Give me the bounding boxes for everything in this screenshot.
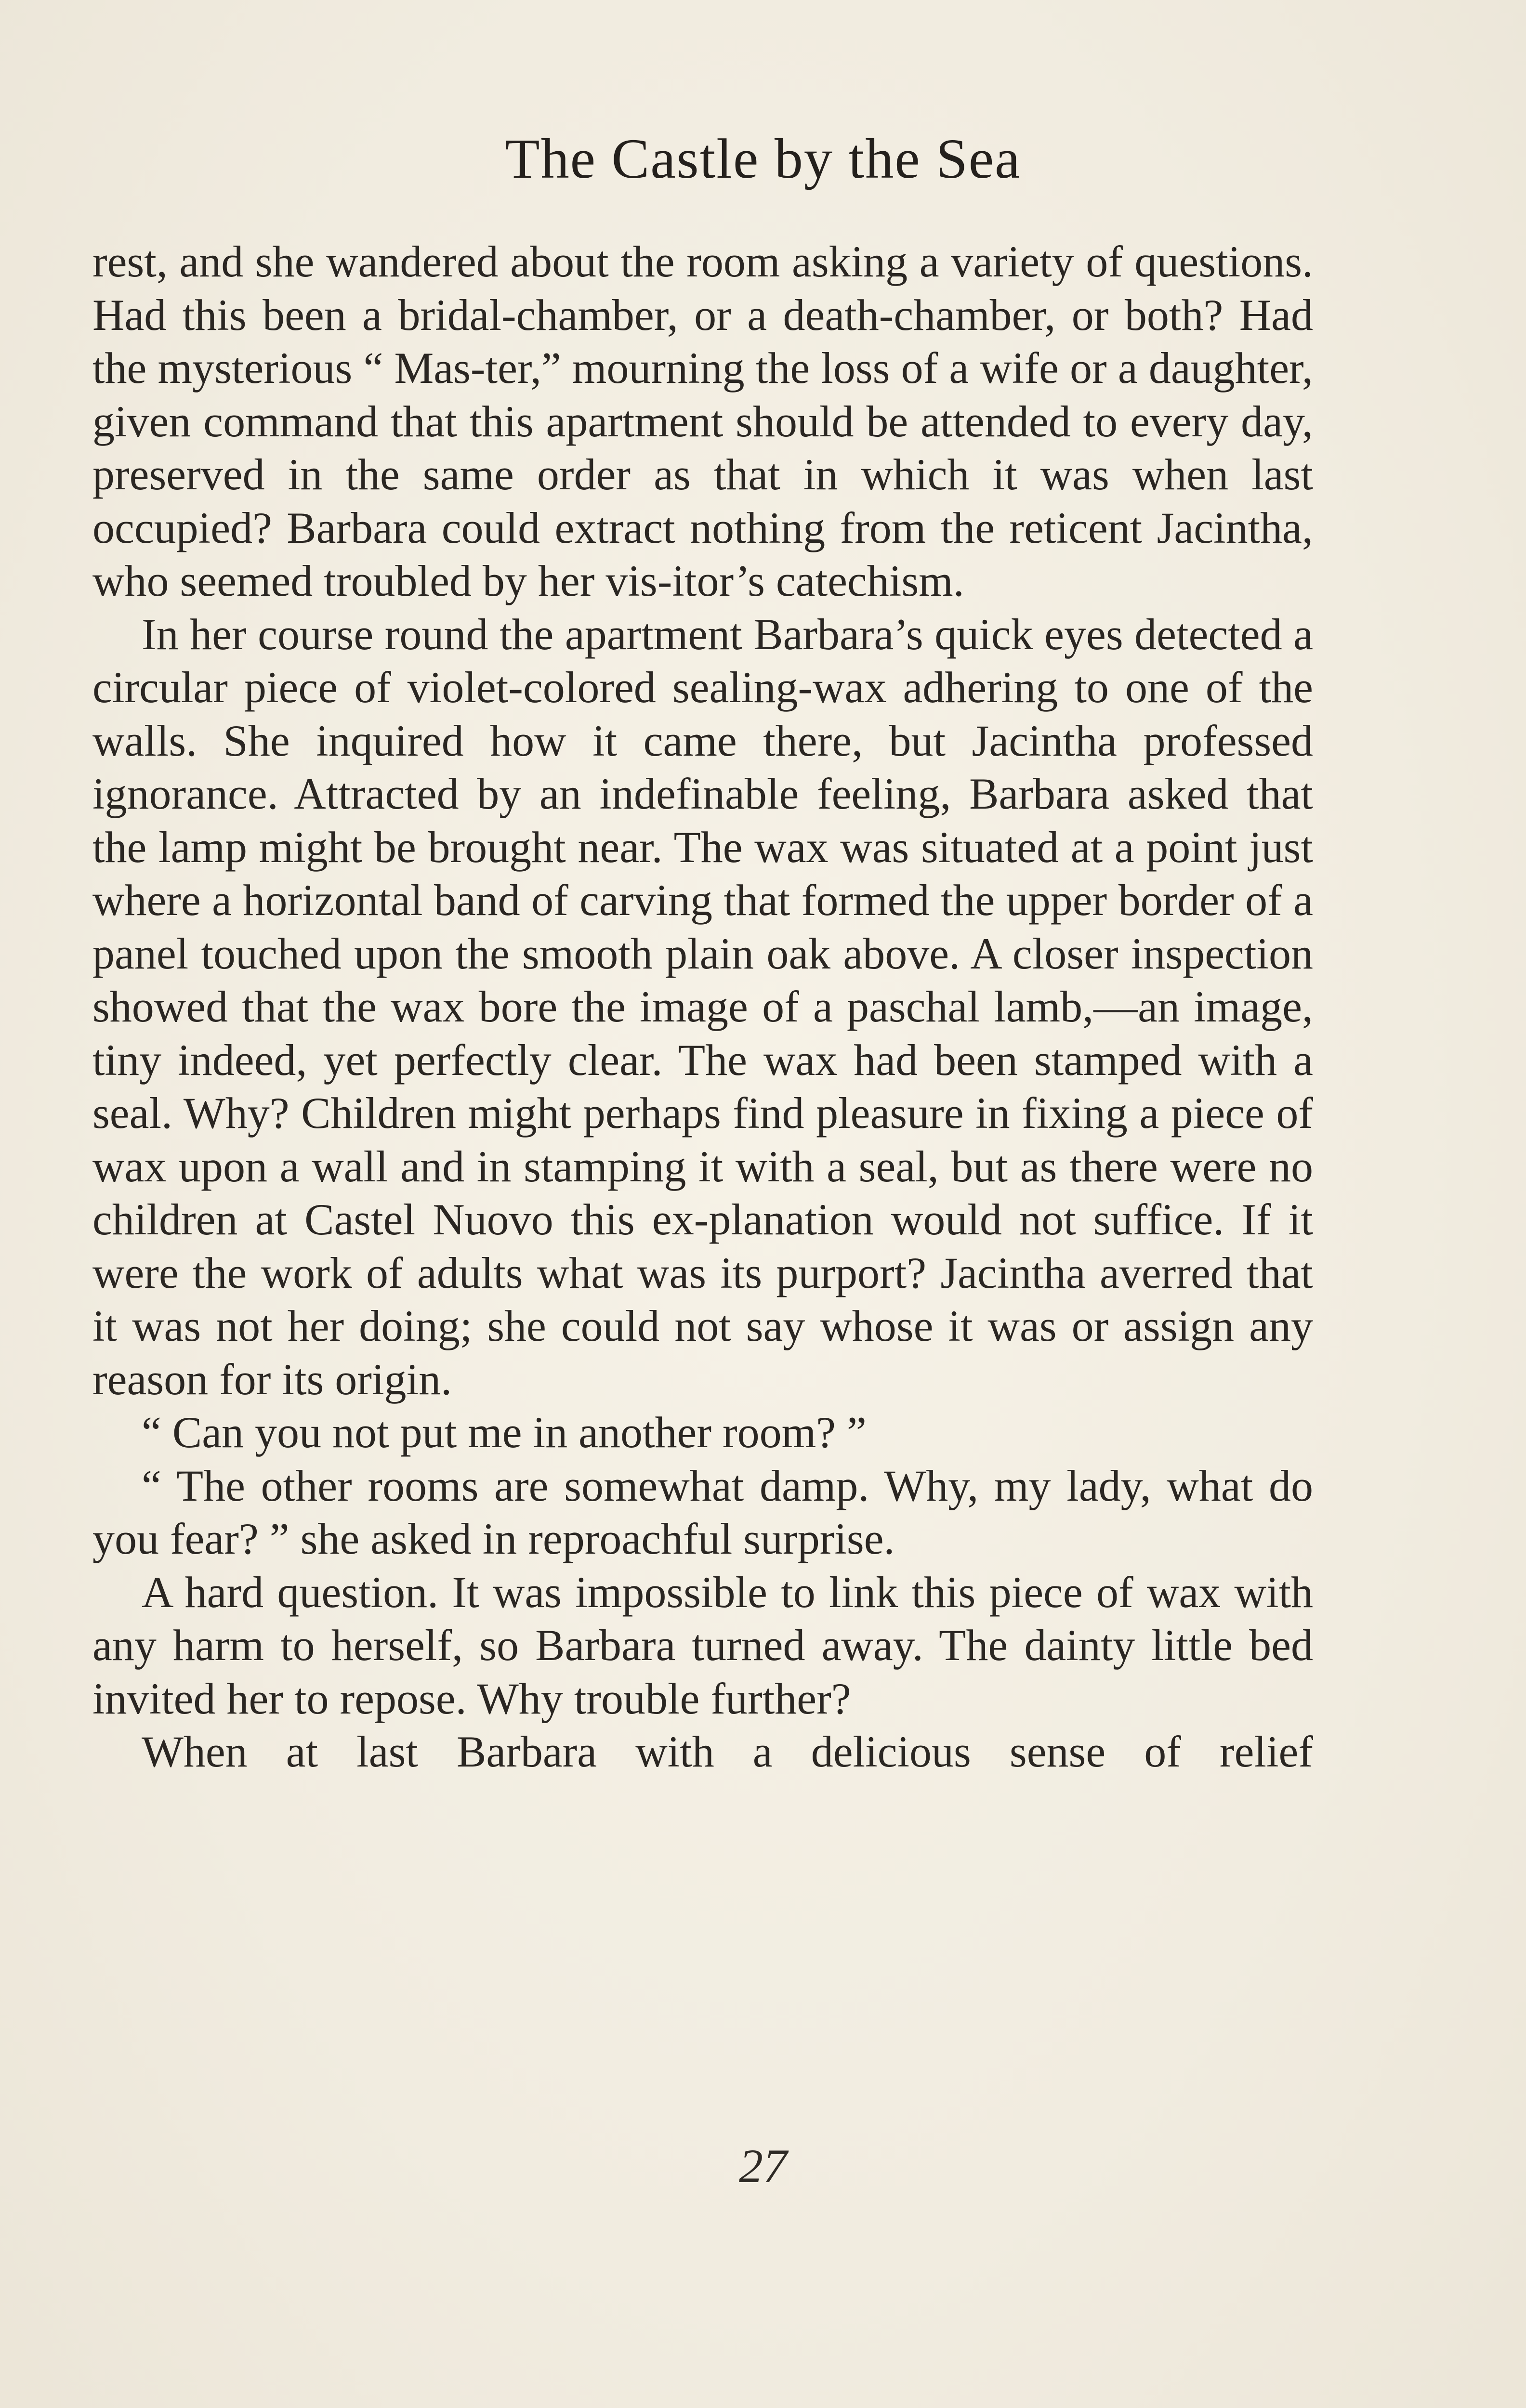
page-number: 27 [739, 2139, 787, 2193]
paragraph-2: In her course round the apartment Barbara’s quick eyes detected a circular piece of violet-colored sealing-wax adhering to one of the walls. She inquired how it came there, but Jacintha professed ignorance. Attracted by an indefinable feeling, Barbara asked that the lamp might be brought near. The wax was situated at a point just where a horizontal band of carving that formed the upper border of a panel touched upon the smooth plain oak above. A closer inspection showed that the wax bore the image of a paschal lamb,—an image, tiny indeed, yet perfectly clear. The wax had been stamped with a seal. Why? Children might perhaps find pleasure in fixing a piece of wax upon a wall and in stamping it with a seal, but as there were no children at Castel Nuovo this ex-planation would not suffice. If it were the work of adults what was its purport? Jacintha averred that it was not her doing; she could not say whose it was or assign any reason for its origin. [92, 609, 1313, 1404]
running-head: The Castle by the Sea [505, 127, 1021, 190]
paragraph-3: “ Can you not put me in another room? ” [142, 1408, 867, 1457]
paragraph-5: A hard question. It was impossible to link this piece of wax with any harm to herself, so Barbara turned away. The dainty little bed invited her to repose. Why trouble further? [92, 1567, 1313, 1723]
paragraph-1: rest, and she wandered about the room asking a variety of questions. Had this been a bridal-chamber, or a death-chamber, or both? Had the mysterious “ Mas-ter,” mourning the loss of a wife or a daughter, given command that this apartment should be attended to every day, preserved in the same order as that in which it was when last occupied? Barbara could extract nothing from the reticent Jacintha, who seemed troubled by her vis-itor’s catechism. [92, 237, 1313, 605]
paragraph-4: “ The other rooms are somewhat damp. Why, my lady, what do you fear? ” she asked in reproachful surprise. [92, 1461, 1313, 1563]
paragraph-6: When at last Barbara with a delicious sense of relief [142, 1727, 1313, 1776]
body-text [92, 235, 1313, 1779]
